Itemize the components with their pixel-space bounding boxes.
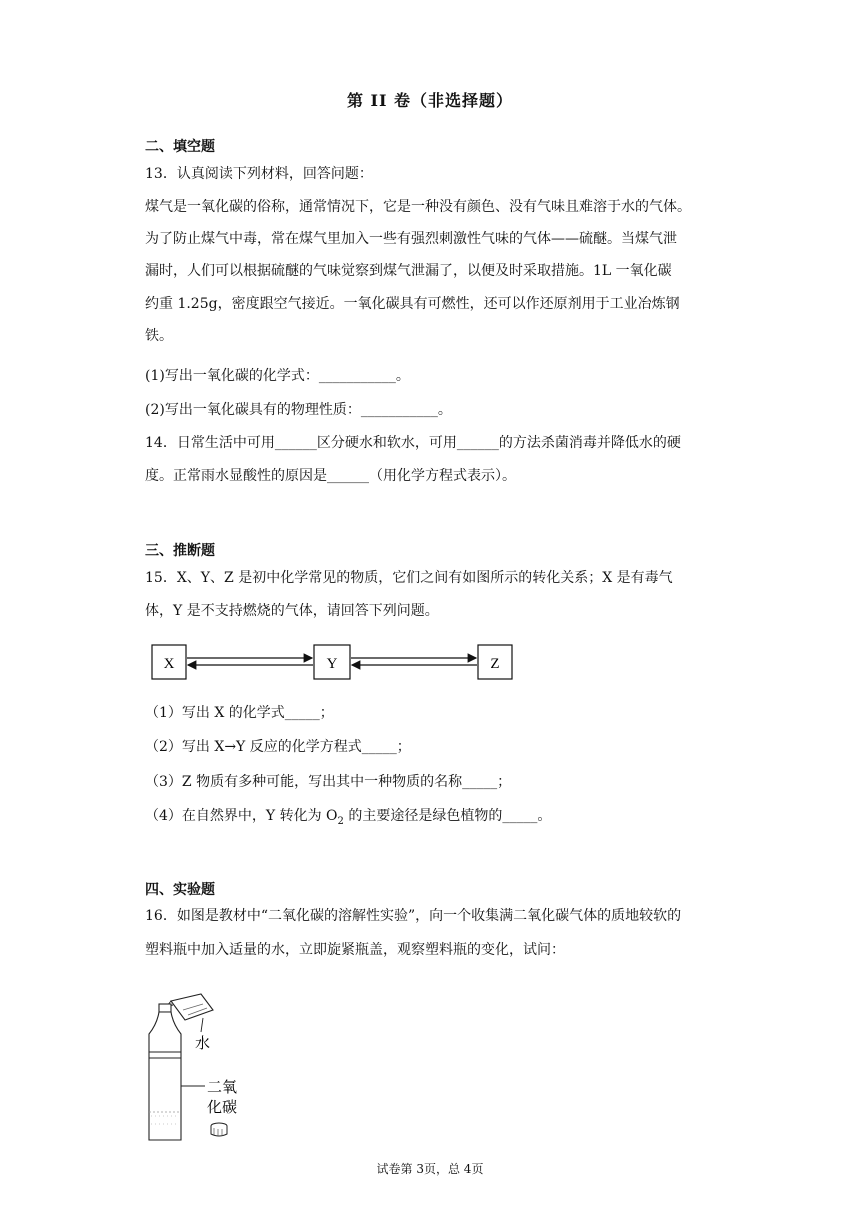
plastic-bottle-icon — [149, 1004, 181, 1140]
co2-label-line2: 化碳 — [207, 1098, 238, 1116]
q13-material-line: 铁。 — [145, 328, 173, 344]
section-heading-experiment: 四、实验题 — [145, 882, 215, 898]
q13-material-line: 漏时，人们可以根据硫醚的气味觉察到煤气泄漏了，以便及时采取措施。1L 一氧化碳 — [145, 263, 672, 279]
co2-label-line1: 二氧 — [207, 1078, 238, 1096]
q15-line: 体，Y 是不支持燃烧的气体，请回答下列问题。 — [145, 603, 439, 619]
q15-sub4: （4）在自然界中，Y 转化为 $O_2$ 的主要途径是绿色植物的_____。 — [145, 808, 552, 827]
label-y: Y — [326, 656, 338, 672]
q13-sub2: (2)写出一氧化碳具有的物理性质：___________。 — [145, 402, 452, 418]
page-title: 第 II 卷（非选择题） — [346, 91, 514, 110]
q15-sub2: （2）写出 X→Y 反应的化学方程式_____； — [145, 739, 411, 755]
q13-material-line: 约重 1.25g，密度跟空气接近。一氧化碳具有可燃性，还可以作还原剂用于工业冶炼钢 — [145, 296, 680, 312]
beaker-icon — [167, 994, 213, 1020]
section-heading-fill: 二、填空题 — [145, 139, 215, 155]
conversion-diagram — [150, 643, 520, 683]
bottle-cap-icon — [211, 1123, 227, 1136]
q13-material-line: 为了防止煤气中毒，常在煤气里加入一些有强烈刺激性气味的气体——硫醚。当煤气泄 — [145, 231, 677, 247]
q14-line: 14．日常生活中可用______区分硬水和软水，可用______的方法杀菌消毒并降低水的硬 — [145, 435, 681, 451]
q16-line: 16．如图是教材中“二氧化碳的溶解性实验”，向一个收集满二氧化碳气体的质地较软的 — [145, 908, 682, 924]
q13-material-line: 煤气是一氧化碳的俗称，通常情况下，它是一种没有颜色、没有气味且难溶于水的气体。 — [145, 199, 691, 215]
q16-line: 塑料瓶中加入适量的水，立即旋紧瓶盖，观察塑料瓶的变化，试问： — [145, 942, 565, 958]
label-x: X — [163, 656, 175, 672]
water-label: 水 — [195, 1034, 211, 1052]
q14-line: 度。正常雨水显酸性的原因是______（用化学方程式表示）。 — [145, 468, 516, 484]
section-heading-inference: 三、推断题 — [145, 543, 215, 559]
q15-sub1: （1）写出 X 的化学式_____； — [145, 705, 334, 721]
water-label-pointer — [201, 1018, 203, 1032]
co2-bottle-figure — [143, 992, 253, 1142]
q15-sub3: （3）Z 物质有多种可能，写出其中一种物质的名称_____； — [145, 774, 512, 790]
label-z: Z — [490, 656, 500, 672]
page-footer: 试卷第 3页，总 4页 — [376, 1162, 484, 1176]
q13-intro: 13．认真阅读下列材料，回答问题： — [145, 166, 373, 182]
q15-line: 15．X、Y、Z 是初中化学常见的物质，它们之间有如图所示的转化关系；X 是有毒气 — [145, 570, 673, 586]
q13-sub1: (1)写出一氧化碳的化学式：___________。 — [145, 368, 410, 384]
